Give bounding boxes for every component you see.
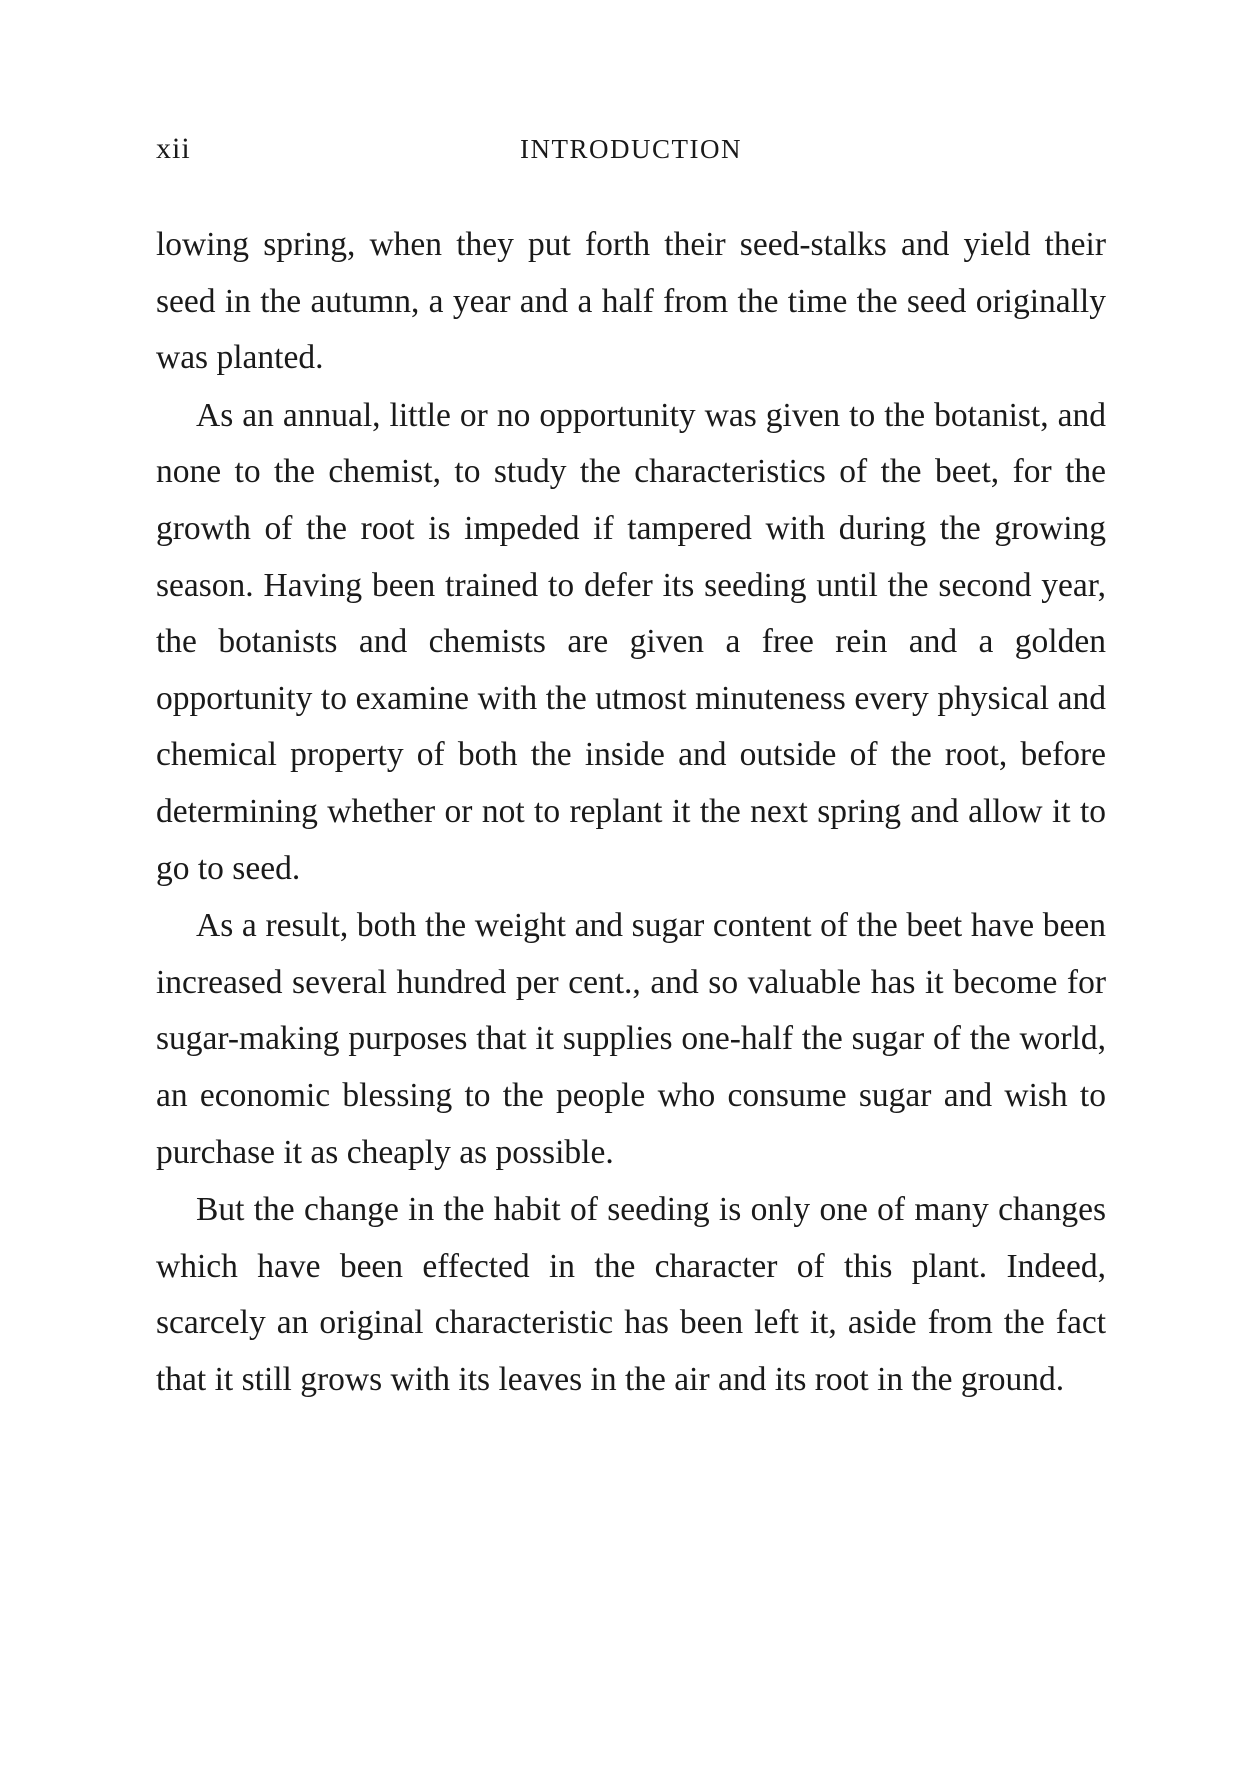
paragraph-result: As a result, both the weight and sugar content of the beet have been increased several hundred per cent., and so valuable has it become for sugar-making purposes that it supplies one-half the sugar of the world, an economic blessing to the people who consume sugar and wish to purchase it as cheaply as possible. xyxy=(156,907,1106,1171)
page-number: xii xyxy=(156,132,191,165)
running-title: INTRODUCTION xyxy=(520,134,742,164)
running-head xyxy=(156,132,1106,172)
paragraph-annual: As an annual, little or no opportunity was given to the botanist, and none to the chemist, to study the characteristics of the beet, for the growth of the root is impeded if tampered with during the growing season. Having been trained to defer its seeding until the second year, the botanists and chemists are given a free rein and a golden opportunity to examine with the utmost minuteness every physical and chemical property of both the inside and outside of the root, before determining whether or not to replant it the next spring and allow it to go to seed. xyxy=(156,396,1106,887)
paragraph-continuation: lowing spring, when they put forth their seed-stalks and yield their seed in the autumn, a year and a half from the time the seed originally was planted. xyxy=(156,226,1106,377)
body-text xyxy=(156,217,1106,1408)
paragraph-change: But the change in the habit of seeding is only one of many changes which have been effected in the character of this plant. Indeed, scarcely an original characteristic has been left it, aside from the fact that it still grows with its leaves in the air and its root in the ground. xyxy=(156,1191,1106,1398)
